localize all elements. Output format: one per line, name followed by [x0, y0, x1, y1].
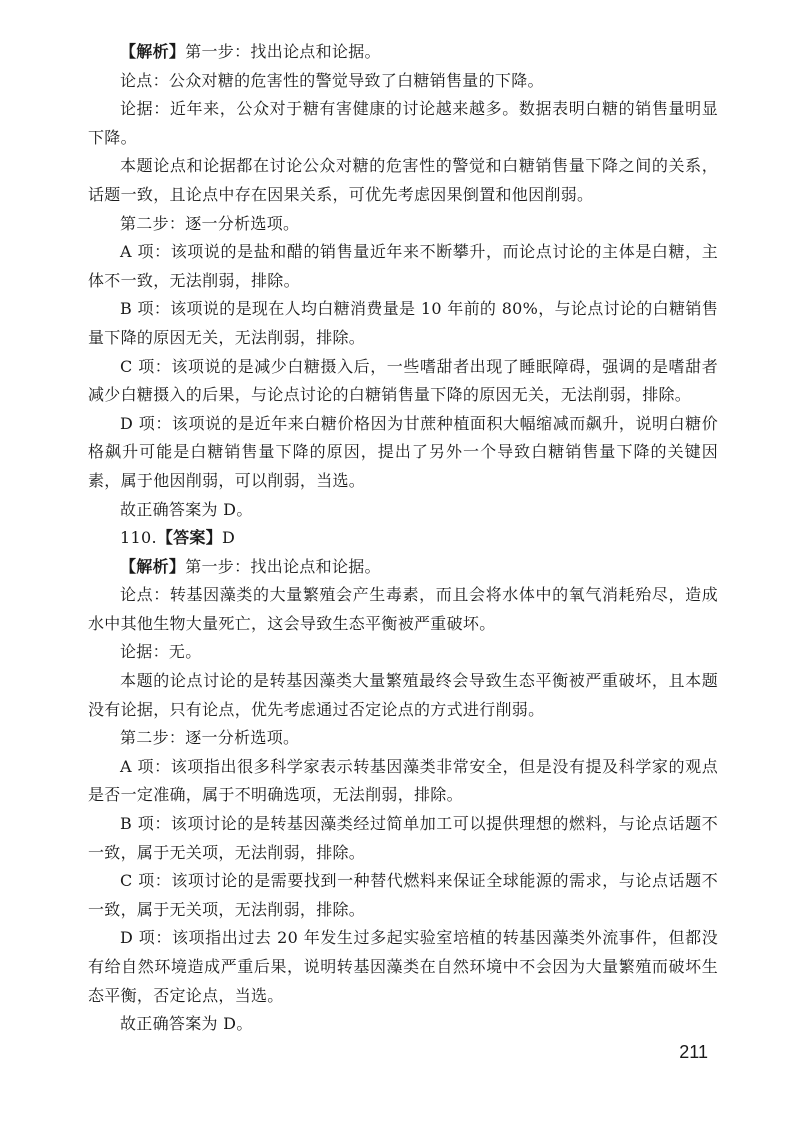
analysis-step-1 — [88, 553, 718, 582]
step-text: 第一步：找出论点和论据。 — [185, 556, 381, 576]
argument-paragraph: 论点：公众对糖的危害性的警觉导致了白糖销售量的下降。 — [120, 70, 544, 90]
option-b: B 项：该项说的是现在人均白糖消费量是 10 年前的 80%，与论点讨论的白糖销售量下降的原因无关，无法削弱，排除。 — [88, 299, 718, 347]
analysis-label: 【解析】 — [120, 556, 186, 576]
conclusion: 故正确答案为 D。 — [120, 1014, 253, 1034]
option-c: C 项：该项讨论的是需要找到一种替代燃料来保证全球能源的需求，与论点话题不一致，属于无关项，无法削弱，排除。 — [88, 871, 718, 919]
analysis-note: 本题论点和论据都在讨论公众对糖的危害性的警觉和白糖销售量下降之间的关系，话题一致，且论点中存在因果关系，可优先考虑因果倒置和他因削弱。 — [88, 156, 718, 204]
answer-line — [88, 524, 718, 553]
analysis-label: 【解析】 — [120, 42, 186, 61]
analysis-step-1 — [88, 38, 718, 67]
page-number: 211 — [679, 1042, 708, 1062]
option-b: B 项：该项讨论的是转基因藻类经过简单加工可以提供理想的燃料，与论点话题不一致，属于无关项，无法削弱，排除。 — [88, 814, 718, 862]
option-d: D 项：该项指出过去 20 年发生过多起实验室培植的转基因藻类外流事件，但都没有给自然环境造成严重后果，说明转基因藻类在自然环境中不会因为大量繁殖而破坏生态平衡，否定论点，当选。 — [88, 928, 718, 1005]
option-a: A 项：该项指出很多科学家表示转基因藻类非常安全，但是没有提及科学家的观点是否一定准确，属于不明确选项，无法削弱，排除。 — [88, 756, 718, 805]
option-d: D 项：该项说的是近年来白糖价格因为甘蔗种植面积大幅缩减而飙升，说明白糖价格飙升可能是白糖销售量下降的原因，提出了另外一个导致白糖销售量下降的关键因素，属于他因削弱，可以削弱，当选。 — [88, 413, 718, 490]
option-c: C 项：该项说的是减少白糖摄入后，一些嗜甜者出现了睡眠障碍，强调的是嗜甜者减少白糖摄入的后果，与论点讨论的白糖销售量下降的原因无关，无法削弱，排除。 — [88, 356, 718, 405]
evidence-paragraph: 论据：近年来，公众对于糖有害健康的讨论越来越多。数据表明白糖的销售量明显下降。 — [88, 99, 718, 147]
option-a: A 项：该项说的是盐和醋的销售量近年来不断攀升，而论点讨论的主体是白糖，主体不一致，无法削弱，排除。 — [88, 242, 718, 290]
answer-value: D — [222, 528, 236, 548]
conclusion: 故正确答案为 D。 — [120, 499, 253, 519]
step-text: 第一步：找出论点和论据。 — [185, 42, 381, 61]
argument-paragraph: 论点：转基因藻类的大量繁殖会产生毒素，而且会将水体中的氧气消耗殆尽，造成水中其他生物大量死亡，这会导致生态平衡被严重破坏。 — [88, 585, 718, 633]
analysis-note: 本题的论点讨论的是转基因藻类大量繁殖最终会导致生态平衡被严重破坏，且本题没有论据，只有论点，优先考虑通过否定论点的方式进行削弱。 — [88, 671, 718, 719]
analysis-step-2: 第二步：逐一分析选项。 — [120, 213, 300, 233]
question-number: 110. — [120, 528, 157, 548]
evidence-paragraph: 论据：无。 — [120, 642, 202, 662]
page-body — [88, 38, 718, 1039]
analysis-step-2: 第二步：逐一分析选项。 — [120, 728, 300, 748]
answer-label: 【答案】 — [156, 528, 223, 548]
